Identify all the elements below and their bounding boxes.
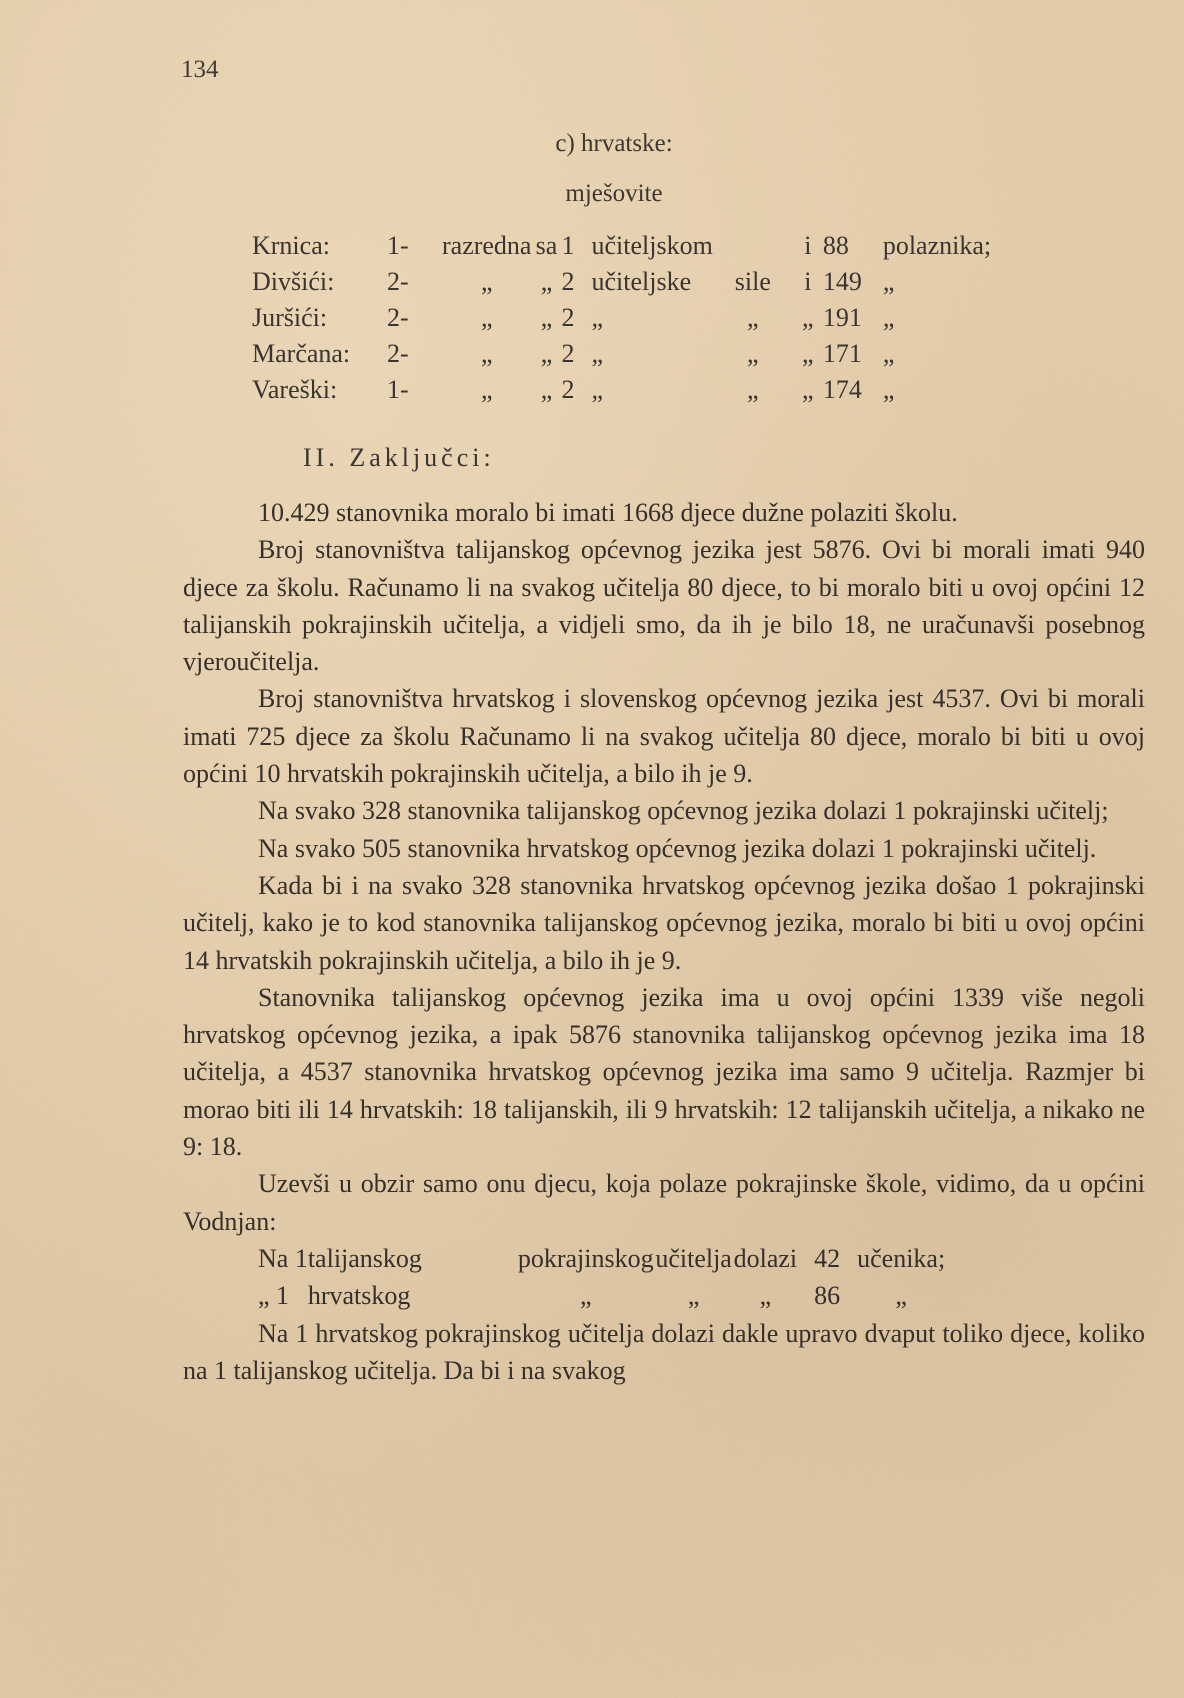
school-cell-unit: „ (591, 303, 604, 332)
school-cell-pupils: 171 (822, 339, 862, 368)
school-cell-place: Divšići: (252, 267, 335, 296)
ratio-cell-c3: pokrajinskog (517, 1243, 654, 1273)
paragraph: Na svako 505 stanovnika hrvatskog općevnog jezika dolazi 1 pokrajinski učitelj. (258, 833, 1097, 863)
table-row (252, 228, 1033, 264)
school-cell-pupils: 191 (822, 303, 862, 332)
school-cell-ditto2: „ (540, 303, 553, 332)
ratio-cell-c6: 86 (814, 1281, 841, 1311)
body-text (183, 494, 1145, 1389)
ratio-cell-c7: učenika; (857, 1243, 946, 1273)
school-cell-ditto2: „ (540, 375, 553, 404)
school-cell-ditto2: „ (540, 339, 553, 368)
school-cell-unit: „ (591, 375, 604, 404)
school-cell-teachers: 1 (561, 231, 575, 260)
school-cell-place: Krnica: (252, 231, 330, 260)
school-cell-sile (713, 228, 793, 264)
paragraph: 10.429 stanovnika moralo bi imati 1668 djece dužne polaziti školu. (258, 498, 958, 527)
paragraph: Na 1 hrvatskog pokrajinskog učitelja dolazi dakle upravo dvaput toliko djece, koliko na 1 talijanskog učitelja. Da bi i na svakog (183, 1318, 1145, 1385)
page-number: 134 (181, 56, 219, 83)
paragraph: Broj stanovništva hrvatskog i slovenskog općevnog jezika jest 4537. Ovi bi morali imati 725 djece za školu Računamo li na svakog učitelja 80 djece, moralo bi biti u ovoj općini 10 hrvatskih pokrajinskih učitelja, a bilo ih je 9. (183, 684, 1145, 789)
ratio-cell-c7: „ (895, 1281, 907, 1311)
school-cell-label: „ (882, 375, 895, 404)
paragraph: Kada bi i na svako 328 stanovnika hrvatskog općevnog jezika došao 1 pokrajinski učitelj, kako je to kod stanovnika talijanskog općevnog jezika, moralo bi biti u ovoj općini 14 hrvatskih pokrajinskih učitelja, a bilo ih je 9. (183, 870, 1145, 975)
ratio-cell-c1: „ 1 (258, 1281, 290, 1311)
paragraph: Broj stanovništva talijanskog općevnog jezika jest 5876. Ovi bi morali imati 940 djece za školu. Računamo li na svakog učitelja 80 djece, to bi moralo biti u ovoj općini 12 talijanskih pokrajinskih učitelja, a vidjeli smo, da ih je bilo 18, ne uračunavši posebnog vjeroučitelja. (183, 535, 1145, 677)
table-row (258, 1277, 945, 1314)
school-cell-count: 2- (387, 303, 409, 332)
sub-heading: mješovite (565, 180, 663, 207)
section-heading: c) hrvatske: (555, 130, 673, 157)
table-row (258, 1240, 945, 1277)
school-cell-i: „ (802, 303, 814, 332)
ratio-cell-c4: „ (687, 1281, 700, 1311)
school-cell-sile: „ (747, 339, 759, 368)
ratio-cell-c6: 42 (814, 1243, 841, 1273)
school-cell-label: „ (882, 267, 895, 296)
school-cell-teachers: 2 (561, 267, 575, 296)
school-cell-ditto1: razredna (442, 231, 532, 260)
school-cell-unit: „ (591, 339, 604, 368)
ratio-cell-c1: Na 1 (258, 1243, 308, 1273)
school-cell-place: Marčana: (252, 339, 351, 368)
school-cell-teachers: 2 (561, 375, 575, 404)
school-cell-count: 1- (387, 231, 409, 260)
school-cell-unit: učiteljske (591, 267, 692, 296)
school-cell-ditto2: „ (540, 267, 553, 296)
school-cell-sile: „ (747, 375, 759, 404)
school-cell-pupils: 88 (822, 231, 849, 260)
school-cell-pupils: 174 (822, 375, 862, 404)
school-cell-count: 2- (387, 339, 409, 368)
school-cell-i: „ (802, 375, 814, 404)
school-cell-count: 1- (387, 375, 409, 404)
school-cell-teachers: 2 (561, 339, 575, 368)
ratio-cell-c5: dolazi (733, 1243, 798, 1273)
school-cell-ditto2: sa (535, 231, 558, 260)
school-cell-teachers: 2 (561, 303, 575, 332)
school-cell-ditto1: „ (480, 375, 493, 404)
paragraph: Na svako 328 stanovnika talijanskog općevnog jezika dolazi 1 pokrajinski učitelj; (258, 796, 1109, 826)
school-cell-sile: „ (747, 303, 759, 332)
school-cell-count: 2- (387, 267, 409, 296)
school-cell-label: „ (882, 303, 895, 332)
school-cell-sile: sile (734, 267, 771, 296)
school-cell-place: Vareški: (252, 375, 338, 404)
conclusions-heading: II. Zaključci: (303, 443, 495, 472)
ratio-cell-c3: „ (579, 1281, 592, 1311)
ratio-table (258, 1240, 945, 1315)
table-row (252, 300, 1033, 336)
table-row (252, 336, 1033, 372)
school-cell-i: i (804, 231, 812, 260)
school-cell-i: i (804, 267, 812, 296)
school-cell-label: „ (882, 339, 895, 368)
school-cell-i: „ (802, 339, 814, 368)
school-cell-ditto1: „ (480, 339, 493, 368)
school-table (252, 228, 1033, 408)
school-cell-ditto1: „ (480, 303, 493, 332)
table-row (252, 264, 1033, 300)
paragraph: Uzevši u obzir samo onu djecu, koja polaze pokrajinske škole, vidimo, da u općini Vodnjan: (183, 1169, 1145, 1236)
school-cell-label: polaznika; (882, 231, 992, 260)
school-cell-place: Juršići: (252, 303, 328, 332)
school-cell-unit: učiteljskom (591, 231, 713, 260)
ratio-cell-c2: talijanskog (307, 1243, 422, 1273)
ratio-cell-c5: „ (759, 1281, 772, 1311)
table-row (252, 372, 1033, 408)
paragraph: Stanovnika talijanskog općevnog jezika ima u ovoj općini 1339 više negoli hrvatskog općevnog jezika, a ipak 5876 stanovnika talijanskog općevnog jezika ima 18 učitelja, a 4537 stanovnika hrvatskog općevnog jezika ima samo 9 učitelja. Razmjer bi morao biti ili 14 hrvatskih: 18 talijanskih, ili 9 hrvatskih: 12 talijanskih učitelja, a nikako ne 9: 18. (183, 982, 1145, 1162)
ratio-cell-c4: učitelja (655, 1243, 732, 1273)
school-cell-ditto1: „ (480, 267, 493, 296)
school-cell-pupils: 149 (822, 267, 862, 296)
ratio-cell-c2: hrvatskog (307, 1281, 411, 1311)
